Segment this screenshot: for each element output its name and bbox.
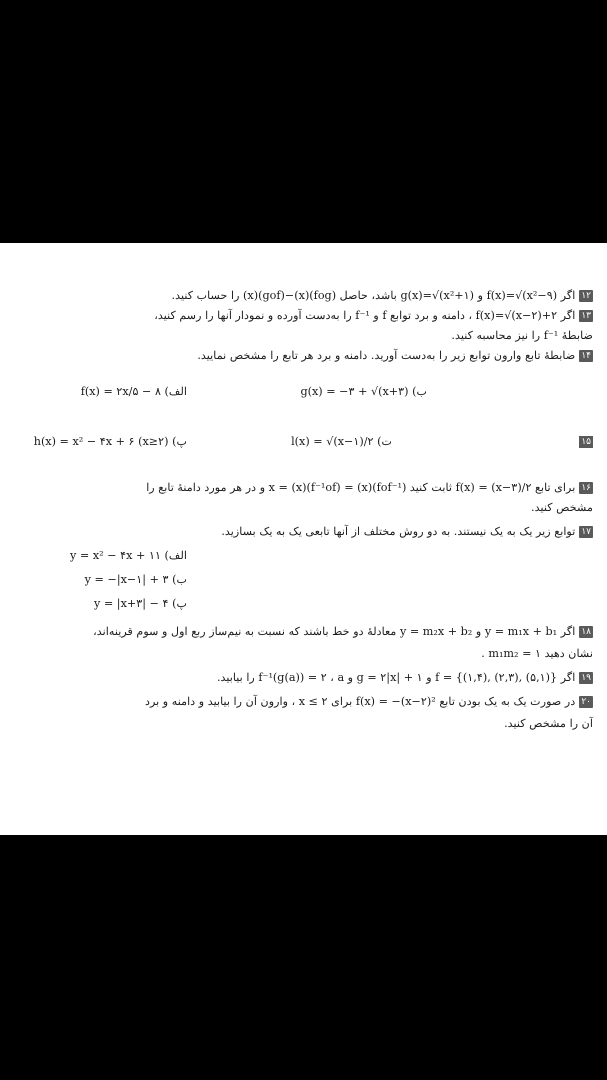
problem-text: برای تابع f(x) = (x−۳)/۲ ثابت کنید (fof⁻¹)(x) = (f⁻¹of)(x) = x و در هر مورد دامنهٔ تابع را (146, 481, 576, 494)
problem-14 (197, 349, 593, 363)
textbook-page (0, 243, 607, 835)
problem-20-continued: آن را مشخص کنید. (504, 717, 593, 730)
problem-20 (145, 695, 593, 709)
problem-number: ۱۷ (581, 527, 591, 537)
problem-text: ضابطهٔ f⁻¹ را نیز محاسبه کنید. (451, 329, 593, 342)
problem-19 (217, 671, 593, 685)
p14-item-c: پ) h(x) = x² − ۴x + ۶ (x≥۲) (33, 435, 187, 448)
problem-13 (154, 309, 593, 323)
p14-item-d: ت) l(x) = √(x−۱)/۲ (291, 435, 392, 448)
problem-text: توابع زیر یک به یک نیستند. به دو روش مختلف از آنها تابعی یک به یک بسازید. (221, 525, 576, 538)
problem-text: اگر f = {(۱,۴), (۲,۳), (۵,۱)} و g = ۲|x| + ۱ و f⁻¹(g(a)) = ۲ ، a را بیابید. (216, 671, 576, 684)
problem-number-15: ۱۵ (581, 437, 591, 447)
problem-number: ۱۴ (581, 351, 591, 361)
problem-18 (93, 625, 593, 639)
problem-18-continued: نشان دهید m₁m₂ = ۱ . (481, 647, 593, 660)
problem-text: اگر f(x)=√(x−۲)+۲ ، دامنه و برد توابع f و f⁻¹ را به‌دست آورده و نمودار آنها را رسم کنید، (154, 309, 576, 322)
problem-number: ۱۹ (581, 673, 591, 683)
problem-16-continued: مشخص کنید. (531, 501, 593, 514)
p17-item-b: ب) y = −|x−۱| + ۳ (84, 573, 187, 586)
problem-number: ۱۶ (581, 483, 591, 493)
problem-12 (172, 289, 593, 303)
problem-number: ۲۰ (581, 697, 591, 707)
problem-17 (221, 525, 593, 539)
problem-number: ۱۸ (581, 627, 591, 637)
problem-text: در صورت یک به یک بودن تابع f(x) = −(x−۲)² برای x ≤ ۲ ، وارون آن را بیابید و دامنه و برد (144, 695, 576, 708)
problem-16 (146, 481, 593, 495)
p17-item-c: پ) y = |x+۳| − ۴ (94, 597, 187, 610)
problem-number: ۱۲ (581, 291, 591, 301)
problem-text: اگر f(x)=√(x²−۹) و g(x)=√(x²+۱) باشد، حاصل (fog)(x)−(gof)(x) را حساب کنید. (171, 289, 576, 302)
p17-item-a: الف) y = x² − ۴x + ۱۱ (70, 549, 187, 562)
p14-item-b: ب) g(x) = −۳ + √(x+۳) (300, 385, 427, 398)
problem-13-continued (451, 329, 593, 343)
problem-number: ۱۳ (581, 311, 591, 321)
p14-item-a: الف) f(x) = ۲x/۵ − ۸ (80, 385, 187, 398)
problem-text: ضابطهٔ تابع وارون توابع زیر را به‌دست آورید. دامنه و برد هر تابع را مشخص نمایید. (197, 349, 576, 362)
problem-text: اگر y = m₁x + b₁ و y = m₂x + b₂ معادلهٔ دو خط باشند که نسبت به نیم‌ساز ربع اول و سوم قرینه‌اند، (93, 625, 576, 638)
